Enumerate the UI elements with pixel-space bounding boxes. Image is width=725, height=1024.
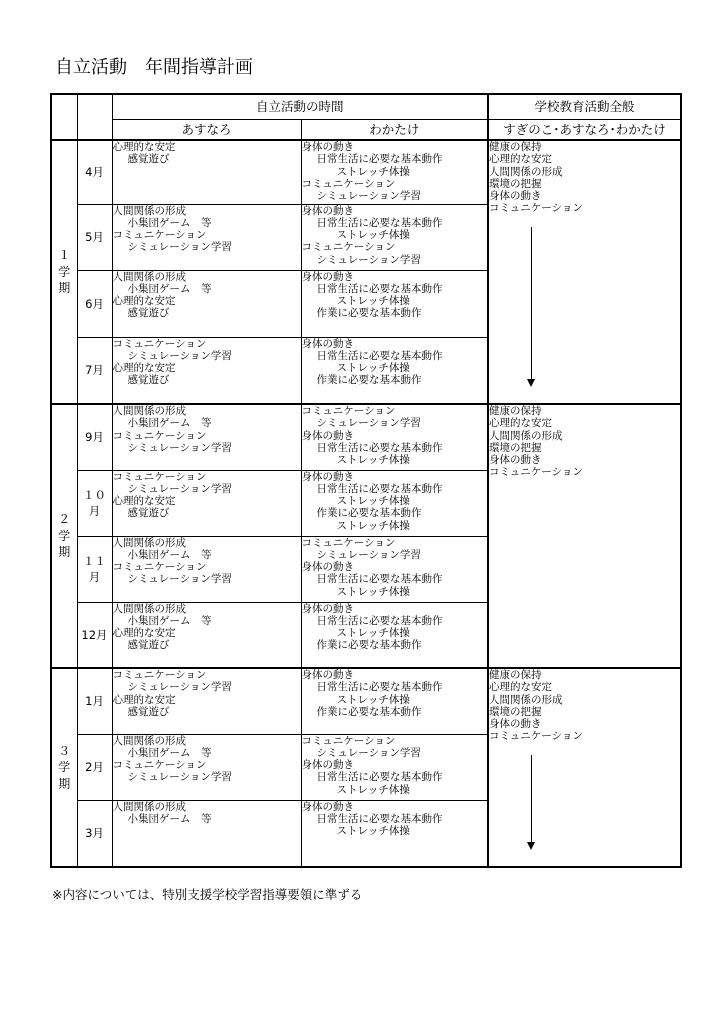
outline-item: 日常生活に必要な基本動作 xyxy=(316,216,443,229)
page-title: 自立活動 年間指導計画 xyxy=(55,57,253,78)
outline-item: 日常生活に必要な基本動作 xyxy=(316,681,443,694)
month-label: 9月 xyxy=(85,430,104,445)
month-label-cell xyxy=(77,270,112,337)
outline-item: 日常生活に必要な基本動作 xyxy=(316,771,443,784)
outline-item: 作業に必要な基本動作 xyxy=(316,639,422,652)
annual-plan-table xyxy=(50,93,682,868)
outline-heading: 身体の動き xyxy=(301,337,354,350)
asunaro-cell xyxy=(112,270,301,337)
outline-subitem: ストレッチ体操 xyxy=(336,229,410,242)
month-label: 7月 xyxy=(85,363,104,378)
wakatake-cell xyxy=(301,734,488,800)
outline-heading: コミュニケーション xyxy=(301,536,396,549)
outline-heading: 身体の動き xyxy=(301,759,354,772)
asunaro-cell xyxy=(112,204,301,270)
month-label-cell xyxy=(77,140,112,204)
outline-heading: 身体の動き xyxy=(301,141,354,153)
month-label: 3月 xyxy=(85,826,104,841)
month-label: 月 xyxy=(88,504,101,518)
month-label: 6月 xyxy=(85,296,104,311)
outline-subitem: ストレッチ体操 xyxy=(336,585,410,598)
general-item: 健康の保持 xyxy=(489,405,542,417)
outline-heading: コミュニケーション xyxy=(301,734,396,747)
outline-item: 小集団ゲーム 等 xyxy=(127,417,212,430)
month-label-cell xyxy=(77,470,112,536)
outline-item: 作業に必要な基本動作 xyxy=(316,374,422,387)
outline-item: 作業に必要な基本動作 xyxy=(316,507,422,520)
header-row-bottom xyxy=(51,119,681,140)
arrow-shaft xyxy=(531,755,532,843)
arrow-head xyxy=(527,379,535,387)
outline-item: 日常生活に必要な基本動作 xyxy=(316,153,443,166)
month-label-cell xyxy=(77,337,112,404)
outline-heading: コミュニケーション xyxy=(112,669,207,681)
month-label-cell xyxy=(77,668,112,734)
outline-item: 日常生活に必要な基本動作 xyxy=(316,812,443,825)
outline-subitem: ストレッチ体操 xyxy=(336,495,410,508)
outline-item: シミュレーション学習 xyxy=(316,746,421,759)
outline-heading: コミュニケーション xyxy=(301,405,396,417)
outline-heading: 心理的な安定 xyxy=(112,693,176,706)
outline-item: 日常生活に必要な基本動作 xyxy=(316,282,443,295)
school-general-cell xyxy=(488,404,681,668)
wakatake-cell xyxy=(301,602,488,668)
outline-heading: 人間関係の形成 xyxy=(112,204,186,217)
outline-item: 小集団ゲーム 等 xyxy=(127,614,212,627)
month-label: 月 xyxy=(88,570,101,584)
month-label-cell xyxy=(77,536,112,602)
footnote: ※内容については、特別支援学校学習指導要領に準ずる xyxy=(52,887,363,902)
term-label-cell xyxy=(51,140,77,404)
outline-item: 小集団ゲーム 等 xyxy=(127,548,212,561)
general-item: 環境の把握 xyxy=(489,705,542,718)
wakatake-cell xyxy=(301,270,488,337)
outline-item: 日常生活に必要な基本動作 xyxy=(316,614,443,627)
asunaro-header: あすなろ xyxy=(112,119,301,140)
outline-heading: 心理的な安定 xyxy=(112,141,176,153)
school-general-cell xyxy=(488,140,681,404)
general-item: 心理的な安定 xyxy=(489,417,553,430)
outline-item: 感覚遊び xyxy=(127,639,170,652)
outline-item: シミュレーション学習 xyxy=(316,253,421,266)
down-arrow-icon xyxy=(527,755,535,850)
outline-heading: 人間関係の形成 xyxy=(112,734,186,747)
month-label: 12月 xyxy=(81,627,108,642)
wakatake-cell xyxy=(301,536,488,602)
outline-heading: 心理的な安定 xyxy=(112,295,176,308)
arrow-head xyxy=(527,842,535,850)
outline-item: 小集団ゲーム 等 xyxy=(127,812,212,825)
outline-subitem: ストレッチ体操 xyxy=(336,627,410,640)
down-arrow-icon xyxy=(527,227,535,387)
outline-heading: 人間関係の形成 xyxy=(112,405,186,417)
outline-heading: 身体の動き xyxy=(301,561,354,574)
general-item: 身体の動き xyxy=(489,454,542,467)
general-item: 身体の動き xyxy=(489,718,542,731)
outline-heading: コミュニケーション xyxy=(112,429,207,442)
outline-item: シミュレーション学習 xyxy=(127,573,232,586)
general-item: コミュニケーション xyxy=(489,202,583,215)
outline-heading: コミュニケーション xyxy=(301,241,396,254)
outline-subitem: ストレッチ体操 xyxy=(336,165,410,178)
outline-subitem: ストレッチ体操 xyxy=(336,454,410,467)
table-header xyxy=(51,94,681,140)
outline-subitem: ストレッチ体操 xyxy=(336,519,410,532)
general-item: 身体の動き xyxy=(489,190,542,203)
outline-heading: 身体の動き xyxy=(301,204,354,217)
outline-subitem: ストレッチ体操 xyxy=(336,693,410,706)
outline-heading: コミュニケーション xyxy=(112,470,207,483)
asunaro-cell xyxy=(112,668,301,734)
asunaro-cell xyxy=(112,337,301,404)
month-row xyxy=(51,404,681,470)
outline-item: シミュレーション学習 xyxy=(316,417,421,430)
wakatake-cell xyxy=(301,140,488,204)
term-label-char: 学 xyxy=(58,264,71,279)
outline-heading: 身体の動き xyxy=(301,270,354,283)
asunaro-cell xyxy=(112,734,301,800)
outline-item: シミュレーション学習 xyxy=(127,241,232,254)
outline-item: シミュレーション学習 xyxy=(316,190,421,203)
month-label: 4月 xyxy=(85,165,104,180)
month-label: 2月 xyxy=(85,760,104,774)
term-label-char: 学 xyxy=(58,760,71,775)
term-header-cell xyxy=(51,94,77,140)
outline-item: シミュレーション学習 xyxy=(127,681,232,694)
outline-item: 作業に必要な基本動作 xyxy=(316,705,422,718)
month-row xyxy=(51,668,681,734)
outline-item: 日常生活に必要な基本動作 xyxy=(316,573,443,586)
general-item: 心理的な安定 xyxy=(489,681,553,694)
outline-item: シミュレーション学習 xyxy=(127,771,232,784)
term-label-char: ３ xyxy=(58,743,71,758)
wakatake-cell xyxy=(301,668,488,734)
outline-item: 日常生活に必要な基本動作 xyxy=(316,349,443,362)
asunaro-cell xyxy=(112,602,301,668)
wakatake-cell xyxy=(301,404,488,470)
general-item: コミュニケーション xyxy=(489,466,583,479)
arrow-shaft xyxy=(531,227,532,380)
outline-item: 感覚遊び xyxy=(127,153,170,166)
term-label-char: ２ xyxy=(58,512,71,527)
term-label-cell xyxy=(51,404,77,668)
outline-item: シミュレーション学習 xyxy=(127,441,232,454)
month-label-cell xyxy=(77,204,112,270)
outline-heading: コミュニケーション xyxy=(301,177,396,190)
outline-heading: 心理的な安定 xyxy=(112,362,176,375)
month-label: １１ xyxy=(83,554,106,568)
outline-item: 作業に必要な基本動作 xyxy=(316,307,422,320)
asunaro-cell xyxy=(112,800,301,867)
outline-item: 小集団ゲーム 等 xyxy=(127,746,212,759)
outline-heading: 身体の動き xyxy=(301,800,354,813)
asunaro-cell xyxy=(112,404,301,470)
term-label-char: 学 xyxy=(58,528,71,543)
general-item: 人間関係の形成 xyxy=(489,165,563,178)
all-groups-header: すぎのこ･あすなろ･わかたけ xyxy=(488,119,681,140)
outline-item: シミュレーション学習 xyxy=(127,349,232,362)
outline-heading: 身体の動き xyxy=(301,669,354,681)
general-item: 環境の把握 xyxy=(489,441,542,454)
general-item: 人間関係の形成 xyxy=(489,429,563,442)
wakatake-cell xyxy=(301,337,488,404)
outline-item: 感覚遊び xyxy=(127,307,170,320)
term-label-char: 期 xyxy=(58,545,71,560)
month-label-cell xyxy=(77,800,112,867)
outline-heading: 身体の動き xyxy=(301,470,354,483)
wakatake-cell xyxy=(301,204,488,270)
outline-heading: コミュニケーション xyxy=(112,229,207,242)
header-row-top xyxy=(51,94,681,119)
outline-item: 感覚遊び xyxy=(127,507,170,520)
outline-subitem: ストレッチ体操 xyxy=(336,783,410,796)
outline-subitem: ストレッチ体操 xyxy=(336,825,410,838)
month-label-cell xyxy=(77,602,112,668)
asunaro-cell xyxy=(112,470,301,536)
month-label: 1月 xyxy=(85,694,104,709)
outline-heading: 人間関係の形成 xyxy=(112,602,186,615)
outline-heading: 人間関係の形成 xyxy=(112,536,186,549)
month-label-cell xyxy=(77,734,112,800)
outline-heading: 人間関係の形成 xyxy=(112,270,186,283)
school-general-header: 学校教育活動全般 xyxy=(488,94,681,119)
outline-heading: コミュニケーション xyxy=(112,759,207,772)
term-label-char: １ xyxy=(58,248,71,263)
outline-item: シミュレーション学習 xyxy=(316,548,421,561)
wakatake-cell xyxy=(301,800,488,867)
general-item: 健康の保持 xyxy=(489,669,542,681)
term-label-char: 期 xyxy=(58,776,71,791)
term-label-char: 期 xyxy=(58,281,71,296)
outline-heading: 人間関係の形成 xyxy=(112,800,186,813)
month-label: １０ xyxy=(83,488,106,502)
outline-item: シミュレーション学習 xyxy=(127,482,232,495)
month-header-cell xyxy=(77,94,112,140)
outline-item: 日常生活に必要な基本動作 xyxy=(316,482,443,495)
general-item: コミュニケーション xyxy=(489,730,583,743)
outline-item: 感覚遊び xyxy=(127,374,170,387)
outline-item: 感覚遊び xyxy=(127,705,170,718)
jiritsu-time-header: 自立活動の時間 xyxy=(112,94,488,119)
outline-item: 小集団ゲーム 等 xyxy=(127,282,212,295)
outline-heading: 身体の動き xyxy=(301,429,354,442)
asunaro-cell xyxy=(112,140,301,204)
month-label-cell xyxy=(77,404,112,470)
wakatake-cell xyxy=(301,470,488,536)
outline-item: 日常生活に必要な基本動作 xyxy=(316,441,443,454)
general-item: 健康の保持 xyxy=(489,141,542,153)
outline-heading: 身体の動き xyxy=(301,602,354,615)
table-body xyxy=(51,140,681,867)
outline-subitem: ストレッチ体操 xyxy=(336,295,410,308)
outline-subitem: ストレッチ体操 xyxy=(336,362,410,375)
outline-heading: 心理的な安定 xyxy=(112,495,176,508)
general-item: 環境の把握 xyxy=(489,177,542,190)
outline-heading: コミュニケーション xyxy=(112,561,207,574)
term-label-cell xyxy=(51,668,77,867)
asunaro-cell xyxy=(112,536,301,602)
outline-heading: 心理的な安定 xyxy=(112,627,176,640)
outline-heading: コミュニケーション xyxy=(112,337,207,350)
school-general-cell xyxy=(488,668,681,867)
general-item: 人間関係の形成 xyxy=(489,693,563,706)
outline-item: 小集団ゲーム 等 xyxy=(127,216,212,229)
month-label: 5月 xyxy=(85,230,104,244)
wakatake-header: わかたけ xyxy=(301,119,488,140)
general-item: 心理的な安定 xyxy=(489,153,553,166)
month-row xyxy=(51,140,681,204)
